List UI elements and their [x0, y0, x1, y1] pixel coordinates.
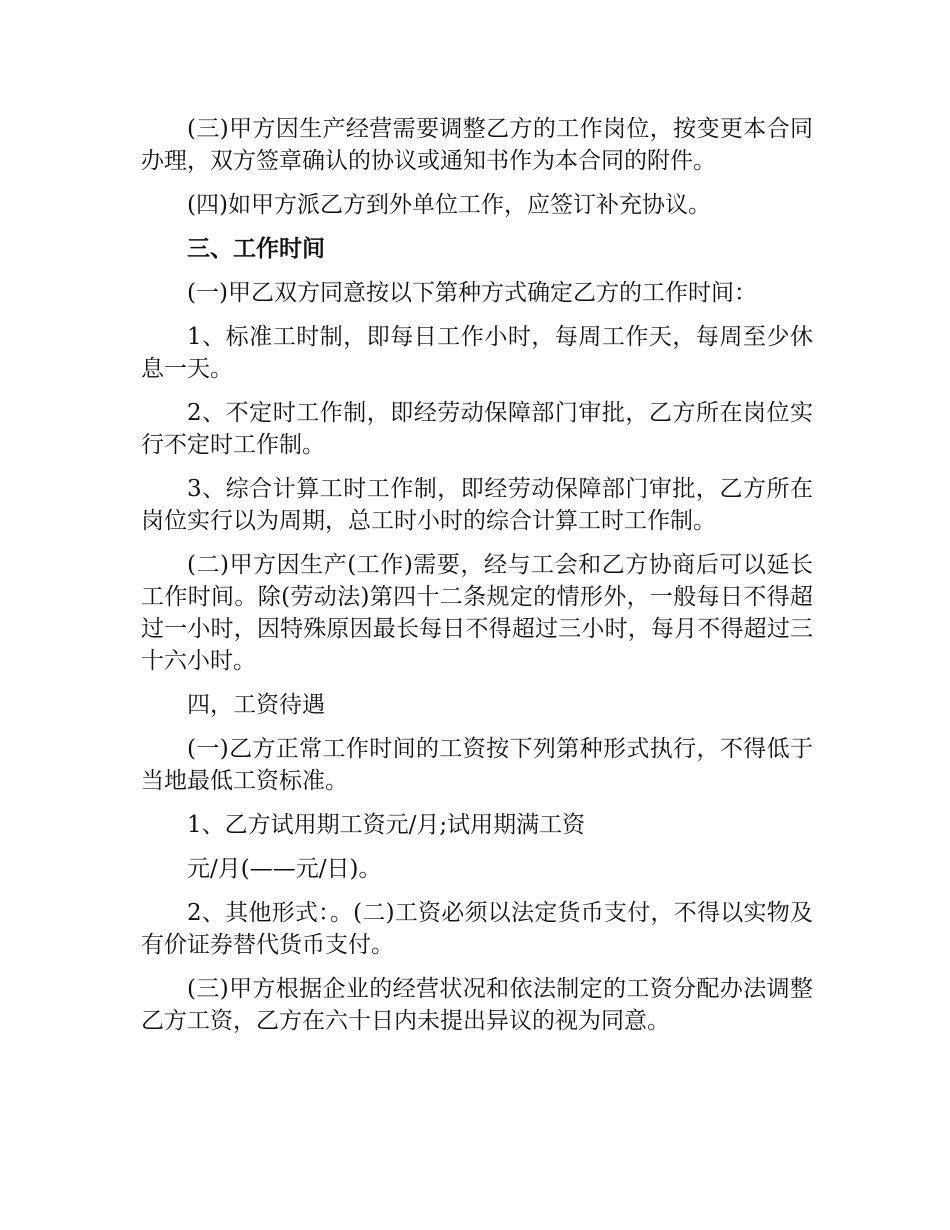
clause-paragraph: 元/月(——元/日)。	[187, 856, 382, 882]
section-heading: 三、工作时间	[187, 236, 325, 262]
clause-paragraph: 3、综合计算工时工作制，即经劳动保障部门审批，乙方所在岗位实行以为周期，总工时小时的综合计算工时工作制。	[141, 476, 813, 534]
document-page	[141, 113, 813, 1049]
clause-paragraph: (一)甲乙双方同意按以下第种方式确定乙方的工作时间：	[187, 280, 757, 306]
clause-paragraph: 1、标准工时制，即每日工作小时，每周工作天，每周至少休息一天。	[141, 324, 813, 382]
clause-paragraph: (三)甲方根据企业的经营状况和依法制定的工资分配办法调整乙方工资，乙方在六十日内未提出异议的视为同意。	[141, 976, 813, 1034]
clause-paragraph: (三)甲方因生产经营需要调整乙方的工作岗位，按变更本合同办理，双方签章确认的协议或通知书作为本合同的附件。	[141, 116, 813, 174]
section-heading-plain: 四，工资待遇	[187, 692, 325, 718]
clause-paragraph: 2、不定时工作制，即经劳动保障部门审批，乙方所在岗位实行不定时工作制。	[141, 400, 813, 458]
clause-paragraph: (一)乙方正常工作时间的工资按下列第种形式执行，不得低于当地最低工资标准。	[141, 736, 813, 794]
clause-paragraph: (四)如甲方派乙方到外单位工作，应签订补充协议。	[187, 192, 711, 218]
clause-paragraph: 2、其他形式：。(二)工资必须以法定货币支付，不得以实物及有价证券替代货币支付。	[141, 900, 813, 958]
clause-paragraph: 1、乙方试用期工资元/月;试用期满工资	[187, 812, 586, 838]
clause-paragraph: (二)甲方因生产(工作)需要，经与工会和乙方协商后可以延长工作时间。除(劳动法)第四十二条规定的情形外，一般每日不得超过一小时，因特殊原因最长每日不得超过三小时，每月不得超过三十六小时。	[141, 552, 813, 674]
